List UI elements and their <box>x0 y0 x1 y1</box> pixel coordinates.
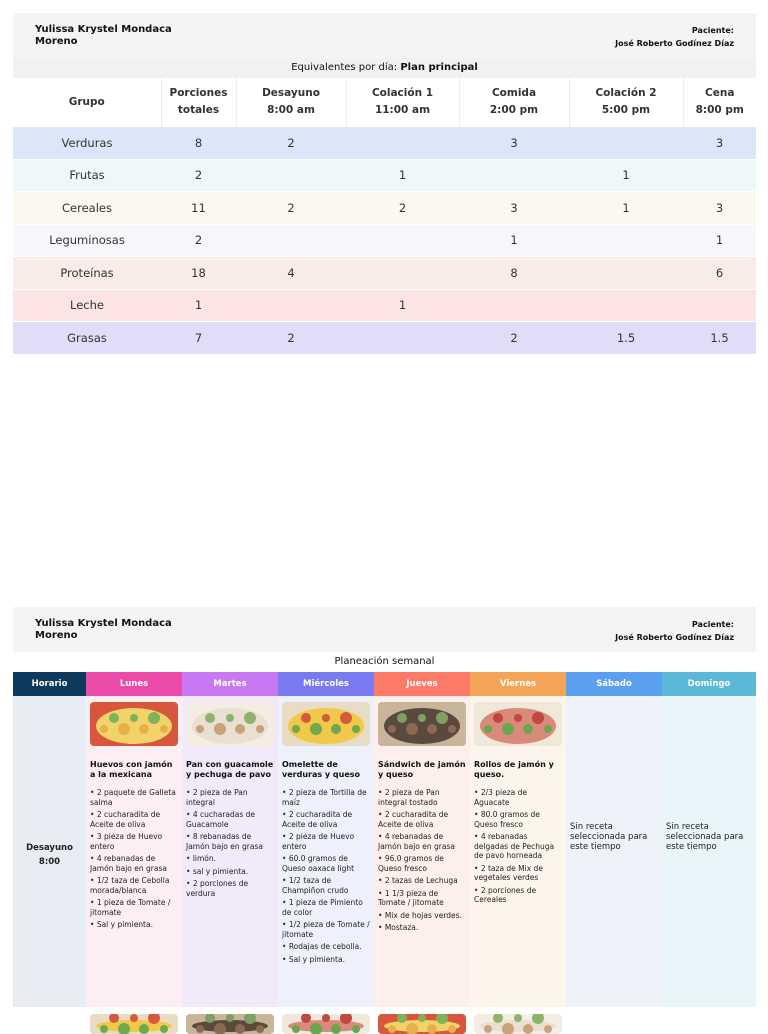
weekday-header-row <box>13 672 756 696</box>
day-header: Domingo <box>662 672 756 696</box>
column-header <box>13 78 161 127</box>
ingredient-item: • 96.0 gramos de Queso fresco <box>378 854 466 873</box>
portion-cell <box>236 224 346 257</box>
column-header-line1: Colación 1 <box>371 87 434 99</box>
ingredient-item: • 1/2 pieza de Tomate / jitomate <box>282 920 370 939</box>
card-header <box>13 607 756 652</box>
portion-cell <box>346 322 459 354</box>
ingredient-item: • 8 rebanadas de Jamón bajo en grasa <box>186 832 274 851</box>
portion-cell: 3 <box>459 127 569 160</box>
ingredient-item: • 1 pieza de Tomate / jitomate <box>90 898 178 917</box>
portion-cell: 11 <box>161 192 236 225</box>
food-photo <box>378 702 466 746</box>
portion-cell: 2 <box>236 322 346 354</box>
portion-cell <box>346 257 459 290</box>
empty-meal-cell: Sin receta seleccionada para este tiempo <box>662 696 756 1007</box>
patient-name: José Roberto Godínez Díaz <box>615 633 734 642</box>
time-slot-value: 8:00 <box>38 856 61 867</box>
meal-cell[interactable] <box>278 696 374 1007</box>
portion-cell: 2 <box>161 159 236 192</box>
ingredient-item: • sal y pimienta. <box>186 867 274 877</box>
column-header <box>236 78 346 127</box>
ingredient-item: • 4 rebanadas delgadas de Pechuga de pavo horneada <box>474 832 562 861</box>
column-header <box>346 78 459 127</box>
portion-cell: 1 <box>346 289 459 322</box>
column-header-line2: 2:00 pm <box>489 104 539 116</box>
day-header: Miércoles <box>278 672 374 696</box>
weekly-subtitle: Planeación semanal <box>13 652 756 672</box>
portion-cell: 1 <box>459 224 569 257</box>
portion-cell: 3 <box>459 192 569 225</box>
portion-cell: 3 <box>683 127 756 160</box>
portion-cell <box>569 224 683 257</box>
portion-cell: 2 <box>459 322 569 354</box>
column-header-line1: Colación 2 <box>595 87 657 99</box>
recipe-title[interactable]: Omelette de verduras y queso <box>282 760 361 779</box>
table-row <box>13 224 756 257</box>
column-header <box>683 78 756 127</box>
ingredient-item: • 2 pieza de Tortilla de maíz <box>282 788 370 807</box>
time-slot-label: Desayuno <box>26 842 73 853</box>
ingredient-item: • 2/3 pieza de Aguacate <box>474 788 562 807</box>
food-group-label: Grasas <box>13 322 161 354</box>
recipe-title[interactable]: Rollos de jamón y queso. <box>474 760 554 779</box>
meal-cell[interactable] <box>470 696 566 1007</box>
ingredient-item: • 2 cucharadita de Aceite de oliva <box>282 810 370 829</box>
column-header <box>161 78 236 127</box>
portion-cell <box>683 289 756 322</box>
portion-cell: 1 <box>346 159 459 192</box>
portion-cell: 4 <box>236 257 346 290</box>
ingredient-item: • Rodajas de cebolla. <box>282 942 370 952</box>
portion-cell: 1 <box>569 159 683 192</box>
weekly-table <box>13 672 756 1007</box>
ingredient-item: • 2 porciones de verdura <box>186 879 274 898</box>
ingredient-item: • 2 cucharadita de Aceite de oliva <box>90 810 178 829</box>
column-header <box>459 78 569 127</box>
ingredient-item: • Sal y pimienta. <box>282 955 370 965</box>
column-header-line1: Porciones <box>169 87 228 99</box>
breakfast-row <box>13 696 756 1007</box>
ingredient-item: • 1/2 taza de Cebolla morada/blanca <box>90 876 178 895</box>
food-photo <box>474 1014 562 1034</box>
column-header-line1: Desayuno <box>262 87 320 99</box>
ingredient-item: • 1 1/3 pieza de Tomate / jitomate <box>378 889 466 908</box>
food-photo <box>282 1014 370 1034</box>
patient-label: Paciente: <box>691 620 734 629</box>
table-row <box>13 159 756 192</box>
food-photo <box>186 1014 274 1034</box>
ingredient-item: • Sal y pimienta. <box>90 920 178 930</box>
subtitle-prefix: Equivalentes por día: <box>291 62 398 73</box>
food-photo <box>90 702 178 746</box>
food-group-label: Proteínas <box>13 257 161 290</box>
portion-cell: 1 <box>569 192 683 225</box>
ingredient-item: • 80.0 gramos de Queso fresco <box>474 810 562 829</box>
patient-label: Paciente: <box>691 26 734 35</box>
ingredient-item: • 1/2 taza de Champiñon crudo <box>282 876 370 895</box>
table-row <box>13 257 756 290</box>
column-header-line2: totales <box>177 104 220 116</box>
portion-cell <box>683 159 756 192</box>
equivalents-subtitle <box>13 58 756 78</box>
column-header <box>569 78 683 127</box>
table-row <box>13 289 756 322</box>
recipe-title[interactable]: Huevos con jamón a la mexicana <box>90 760 173 779</box>
portion-cell: 1 <box>683 224 756 257</box>
day-header: Martes <box>182 672 278 696</box>
nutritionist-name: Yulissa Krystel Mondaca Moreno <box>35 618 172 641</box>
empty-meal-cell: Sin receta seleccionada para este tiempo <box>566 696 662 1007</box>
portion-cell: 1.5 <box>683 322 756 354</box>
ingredient-item: • 4 rebanadas de Jamón bajo en grasa <box>378 832 466 851</box>
ingredient-item: • 2 tazas de Lechuga <box>378 876 466 886</box>
ingredient-item: • 2 pieza de Pan integral tostado <box>378 788 466 807</box>
ingredient-item: • 2 taza de Mix de vegetales verdes <box>474 864 562 883</box>
patient-info <box>615 618 734 644</box>
portion-cell <box>236 289 346 322</box>
table-row <box>13 192 756 225</box>
equivalents-header-row <box>13 78 756 127</box>
ingredient-item: • 2 paquete de Galleta salma <box>90 788 178 807</box>
portion-cell: 8 <box>161 127 236 160</box>
portion-cell: 18 <box>161 257 236 290</box>
ingredient-item: • 2 cucharadita de Aceite de oliva <box>378 810 466 829</box>
meal-cell[interactable] <box>182 696 278 1007</box>
portion-cell <box>346 224 459 257</box>
plan-name: Plan principal <box>400 62 478 73</box>
portion-cell <box>569 127 683 160</box>
card-header <box>13 13 756 58</box>
portion-cell: 3 <box>683 192 756 225</box>
food-photo <box>186 702 274 746</box>
column-header-line1: Cena <box>705 87 735 99</box>
column-header-line2: 11:00 am <box>374 104 431 116</box>
patient-info <box>615 24 734 50</box>
portion-cell: 8 <box>459 257 569 290</box>
meal-cell[interactable] <box>374 696 470 1007</box>
food-group-label: Cereales <box>13 192 161 225</box>
ingredient-item: • 3 pieza de Huevo entero <box>90 832 178 851</box>
day-header: Viernes <box>470 672 566 696</box>
portion-cell: 1.5 <box>569 322 683 354</box>
time-slot-cell <box>13 696 86 1007</box>
portion-cell: 2 <box>236 127 346 160</box>
food-group-label: Frutas <box>13 159 161 192</box>
day-header: Horario <box>13 672 86 696</box>
column-header-line2: 5:00 pm <box>601 104 651 116</box>
food-photo <box>282 702 370 746</box>
food-photo <box>474 702 562 746</box>
portion-cell: 1 <box>161 289 236 322</box>
ingredient-item: • 4 rebanadas de Jamón bajo en grasa <box>90 854 178 873</box>
ingredient-item: • 60.0 gramos de Queso oaxaca light <box>282 854 370 873</box>
food-group-label: Leche <box>13 289 161 322</box>
ingredient-item: • 2 porciones de Cereales <box>474 886 562 905</box>
column-header-line2: 8:00 pm <box>695 104 744 116</box>
ingredient-item: • Mix de hojas verdes. <box>378 911 466 921</box>
ingredient-item: • 2 pieza de Pan integral <box>186 788 274 807</box>
portion-cell <box>459 289 569 322</box>
portion-cell <box>569 289 683 322</box>
recipe-title[interactable]: Sándwich de jamón y queso <box>378 760 466 779</box>
ingredient-item: • 1 pieza de Pimiento de color <box>282 898 370 917</box>
weekly-plan-card <box>13 607 756 1007</box>
ingredient-item: • limón. <box>186 854 274 864</box>
portion-cell <box>569 257 683 290</box>
equivalents-card <box>13 13 756 354</box>
ingredient-item: • 2 pieza de Huevo entero <box>282 832 370 851</box>
portion-cell <box>459 159 569 192</box>
portion-cell: 7 <box>161 322 236 354</box>
portion-cell: 6 <box>683 257 756 290</box>
patient-name: José Roberto Godínez Díaz <box>615 39 734 48</box>
portion-cell: 2 <box>161 224 236 257</box>
portion-cell: 2 <box>236 192 346 225</box>
meal-cell[interactable] <box>86 696 182 1007</box>
table-row <box>13 322 756 354</box>
ingredient-item: • Mostaza. <box>378 923 466 933</box>
nutritionist-name: Yulissa Krystel Mondaca Moreno <box>35 24 172 47</box>
table-row <box>13 127 756 160</box>
day-header: Jueves <box>374 672 470 696</box>
food-group-label: Verduras <box>13 127 161 160</box>
column-header-line1: Grupo <box>68 95 105 108</box>
day-header: Lunes <box>86 672 182 696</box>
column-header-line2: 8:00 am <box>267 104 315 116</box>
food-group-label: Leguminosas <box>13 224 161 257</box>
food-photo <box>90 1014 178 1034</box>
equivalents-table <box>13 78 756 354</box>
portion-cell <box>346 127 459 160</box>
column-header-line1: Comida <box>491 87 537 99</box>
day-header: Sábado <box>566 672 662 696</box>
portion-cell: 2 <box>346 192 459 225</box>
portion-cell <box>236 159 346 192</box>
food-photo <box>378 1014 466 1034</box>
recipe-title[interactable]: Pan con guacamole y pechuga de pavo <box>186 760 274 779</box>
ingredient-item: • 4 cucharadas de Guacamole <box>186 810 274 829</box>
